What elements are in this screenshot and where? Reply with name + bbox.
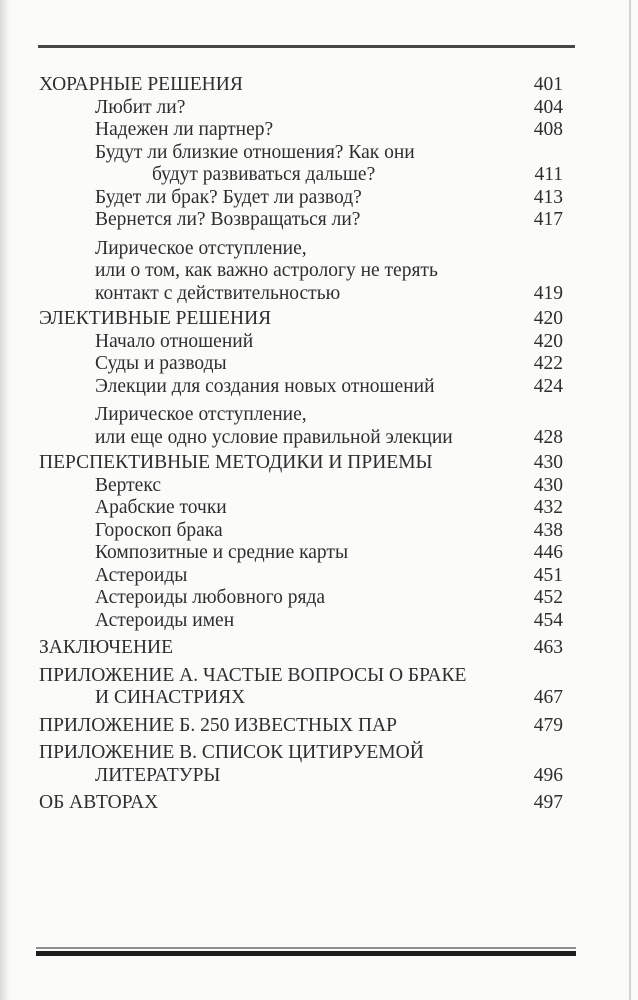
toc-entry-line: Лирическое отступление, bbox=[95, 404, 307, 425]
toc-entry bbox=[39, 142, 563, 187]
toc-entry-title bbox=[39, 452, 515, 475]
toc-entry-line: Вернется ли? Возвращаться ли? bbox=[95, 209, 361, 230]
toc-entry-title bbox=[39, 610, 515, 633]
toc-entry-page-number: 430 bbox=[533, 474, 563, 496]
toc-entry-line: контакт с действительностью bbox=[95, 282, 341, 304]
toc-entry-line: Будет ли брак? Будет ли развод? bbox=[95, 186, 362, 208]
toc-entry-title bbox=[39, 119, 515, 142]
toc-entry-title bbox=[39, 404, 515, 449]
toc-entry-title bbox=[39, 497, 515, 520]
bottom-rule-thick bbox=[36, 951, 576, 956]
toc-entry-line: Композитные и средние карты bbox=[95, 542, 349, 563]
toc-entry bbox=[39, 715, 563, 738]
toc-entry bbox=[39, 331, 563, 354]
toc-entry-title bbox=[39, 74, 515, 97]
scan-right-page-edge bbox=[629, 0, 631, 1000]
toc-entry bbox=[39, 665, 563, 710]
toc-entry-line: ПРИЛОЖЕНИЕ А. ЧАСТЫЕ ВОПРОСЫ О БРАКЕ bbox=[39, 664, 467, 686]
toc-entry bbox=[39, 376, 563, 399]
toc-entry bbox=[39, 792, 563, 815]
toc-entry-line: ЗАКЛЮЧЕНИЕ bbox=[39, 637, 174, 658]
toc-entry-page-number: 424 bbox=[533, 375, 563, 397]
toc-entry-line: будут развиваться дальше? bbox=[152, 164, 376, 185]
toc-entry-page-number: 401 bbox=[533, 74, 563, 95]
toc-entry bbox=[39, 475, 563, 498]
toc-entry bbox=[39, 542, 563, 565]
toc-entry-title bbox=[39, 520, 515, 543]
toc-entry-line: ПРИЛОЖЕНИЕ В. СПИСОК ЦИТИРУЕМОЙ bbox=[39, 742, 424, 763]
toc-entry bbox=[39, 610, 563, 633]
toc-entry bbox=[39, 97, 563, 120]
toc-entry-page-number: 454 bbox=[533, 609, 563, 631]
scan-left-edge-shadow bbox=[0, 0, 10, 1000]
toc-entry-page-number: 497 bbox=[533, 792, 563, 813]
toc-entry-title bbox=[39, 187, 515, 210]
toc-entry-line: Астероиды любовного ряда bbox=[95, 587, 326, 608]
toc-entry bbox=[39, 353, 563, 376]
toc-entry-line: Любит ли? bbox=[95, 96, 186, 118]
toc-entry-page-number: 420 bbox=[533, 330, 563, 352]
toc-entry-title bbox=[39, 353, 515, 376]
toc-entry-title bbox=[39, 475, 515, 498]
toc-entry-title bbox=[39, 238, 515, 306]
toc-entry-line: И СИНАСТРИЯХ bbox=[95, 687, 246, 708]
toc-entry-page-number: 420 bbox=[533, 308, 563, 329]
toc-entry bbox=[39, 187, 563, 210]
toc-entry-title bbox=[39, 331, 515, 354]
toc-entry-title bbox=[39, 792, 515, 815]
toc-entry-page-number: 467 bbox=[533, 687, 563, 708]
toc-entry-line: Вертекс bbox=[95, 474, 161, 496]
toc-entry-title bbox=[39, 587, 515, 610]
toc-entry-line: Начало отношений bbox=[95, 330, 254, 352]
toc-entry bbox=[39, 742, 563, 787]
toc-entry-page-number: 419 bbox=[533, 282, 563, 304]
toc-entry-title bbox=[39, 715, 515, 738]
toc-entry-page-number: 408 bbox=[533, 119, 563, 140]
toc-entry-page-number: 404 bbox=[533, 96, 563, 118]
toc-entry-page-number: 417 bbox=[533, 209, 563, 230]
toc-entry-line: Будут ли близкие отношения? Как они bbox=[95, 141, 415, 163]
toc-entry-page-number: 430 bbox=[533, 452, 563, 473]
toc-entry-line: ЭЛЕКТИВНЫЕ РЕШЕНИЯ bbox=[39, 308, 272, 329]
toc-entry-page-number: 463 bbox=[533, 637, 563, 658]
toc-entry-page-number: 496 bbox=[533, 764, 563, 786]
toc-entry-title bbox=[39, 565, 515, 588]
toc-entry-title bbox=[39, 637, 515, 660]
toc-entry-line: Астероиды bbox=[95, 564, 188, 586]
toc-entry-line: или о том, как важно астрологу не терять bbox=[95, 260, 438, 281]
toc-entry bbox=[39, 587, 563, 610]
toc-entry bbox=[39, 452, 563, 475]
toc-entry-line: или еще одно условие правильной элекции bbox=[95, 426, 453, 448]
toc-entry bbox=[39, 74, 563, 97]
toc-entry-title bbox=[39, 376, 515, 399]
toc-list bbox=[39, 74, 563, 815]
toc-entry-page-number: 446 bbox=[533, 542, 563, 563]
toc-entry bbox=[39, 637, 563, 660]
toc-entry-page-number: 451 bbox=[533, 564, 563, 586]
toc-entry bbox=[39, 497, 563, 520]
toc-entry bbox=[39, 119, 563, 142]
toc-entry bbox=[39, 238, 563, 306]
toc-entry-title bbox=[39, 142, 515, 187]
toc-entry-line: ПЕРСПЕКТИВНЫЕ МЕТОДИКИ И ПРИЕМЫ bbox=[39, 452, 433, 473]
toc-entry-title bbox=[39, 308, 515, 331]
toc-entry-line: Суды и разводы bbox=[95, 353, 227, 374]
toc-entry-line: Астероиды имен bbox=[95, 609, 235, 631]
toc-entry-page-number: 432 bbox=[533, 497, 563, 518]
toc-entry-title bbox=[39, 97, 515, 120]
bottom-rule-thin bbox=[36, 947, 576, 949]
toc-entry bbox=[39, 308, 563, 331]
toc-entry-page-number: 438 bbox=[533, 519, 563, 541]
toc-entry-title bbox=[39, 665, 515, 710]
toc-entry-line: ПРИЛОЖЕНИЕ Б. 250 ИЗВЕСТНЫХ ПАР bbox=[39, 714, 397, 736]
toc-entry-page-number: 411 bbox=[534, 164, 563, 185]
toc-entry-line: ХОРАРНЫЕ РЕШЕНИЯ bbox=[39, 74, 243, 95]
toc-entry-title bbox=[39, 542, 515, 565]
toc-entry-line: Арабские точки bbox=[95, 497, 227, 518]
toc-entry-title bbox=[39, 742, 515, 787]
toc-entry-line: Надежен ли партнер? bbox=[95, 119, 274, 140]
toc-entry bbox=[39, 404, 563, 449]
toc-entry-line: Элекции для создания новых отношений bbox=[95, 375, 435, 397]
toc-entry bbox=[39, 565, 563, 588]
toc-entry-page-number: 479 bbox=[533, 714, 563, 736]
toc-entry-line: Гороскоп брака bbox=[95, 519, 223, 541]
toc-entry bbox=[39, 209, 563, 232]
toc-entry-line: ЛИТЕРАТУРЫ bbox=[95, 764, 221, 786]
toc-entry-page-number: 428 bbox=[533, 426, 563, 448]
toc-entry-line: ОБ АВТОРАХ bbox=[39, 792, 159, 813]
toc-entry-page-number: 413 bbox=[533, 186, 563, 208]
top-rule bbox=[38, 45, 575, 48]
toc-entry-line: Лирическое отступление, bbox=[95, 237, 307, 259]
toc-entry-page-number: 452 bbox=[533, 587, 563, 608]
toc-entry-title bbox=[39, 209, 515, 232]
toc-entry-page-number: 422 bbox=[533, 353, 563, 374]
toc-entry bbox=[39, 520, 563, 543]
